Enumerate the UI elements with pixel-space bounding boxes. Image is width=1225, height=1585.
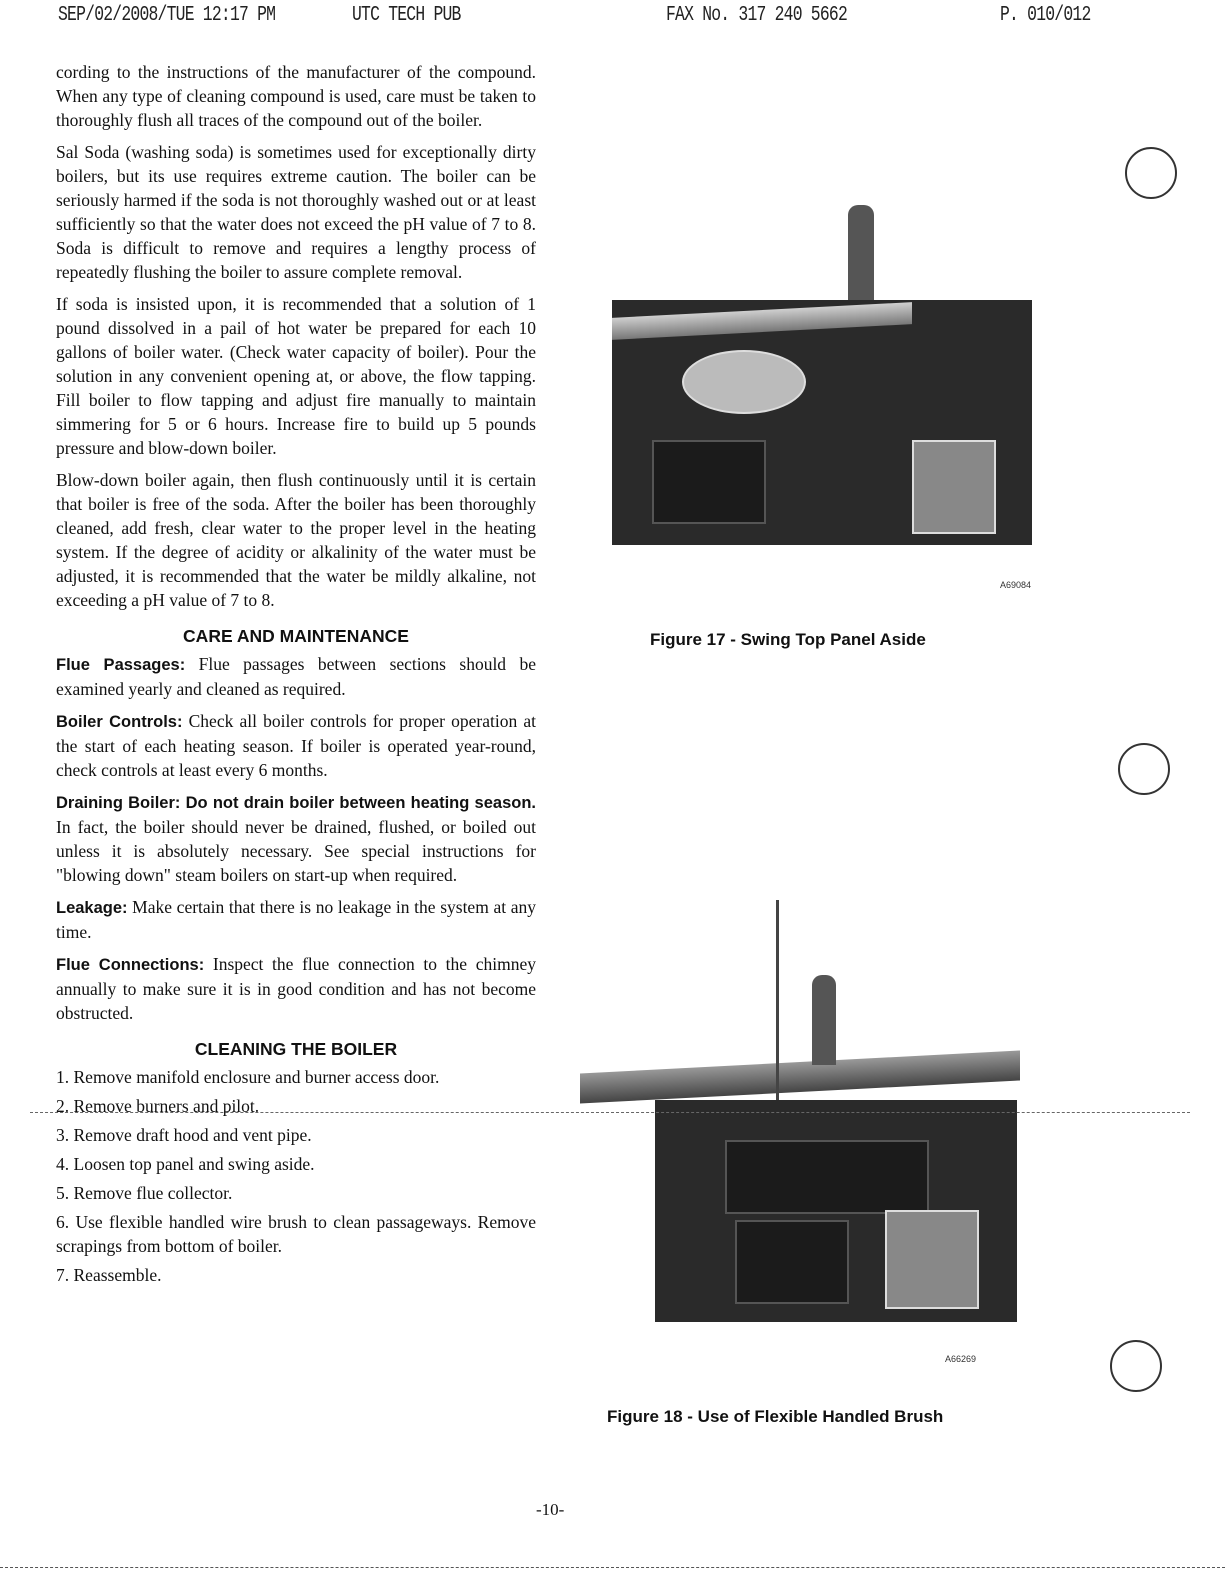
- paragraph: cording to the instructions of the manufacturer of the compound. When any type of cleaning compound is used, care must be taken to thoroughly flush all traces of the compound out of the boiler.: [56, 62, 536, 130]
- care-item-flue-passages: Flue Passages: Flue passages between sections should be examined yearly and cleaned as required.: [56, 654, 537, 699]
- fax-page: P. 010/012: [1000, 4, 1091, 27]
- punch-hole: [1118, 743, 1170, 795]
- page-edge: [0, 1567, 1225, 1568]
- fax-sender: UTC TECH PUB: [352, 4, 461, 27]
- paragraph: If soda is insisted upon, it is recommended that a solution of 1 pound dissolved in a pail of hot water be prepared for each 10 gallons of boiler water. (Check water capacity of boiler). Pour the solution in any convenient opening at, or above, the flow tapping. Fill boiler to flow tapping and adjust fire manually to maintain simmering for 5 or 6 hours. Increase fire to build up 5 pounds pressure and blow-down boiler.: [56, 294, 536, 458]
- figure-17-code: A69084: [1000, 580, 1032, 590]
- figure-18-brush-handle: [776, 900, 779, 1100]
- scan-line: [30, 1112, 1190, 1113]
- step: 7. Reassemble.: [56, 1265, 162, 1285]
- figure-18-panel: [580, 1050, 1020, 1103]
- care-item-leakage: Leakage: Make certain that there is no leakage in the system at any time.: [56, 897, 536, 942]
- care-heading: CARE AND MAINTENANCE: [183, 626, 409, 646]
- paragraph: Blow-down boiler again, then flush continuously until it is certain that boiler is free of the soda. After the boiler has been thoroughly cleaned, add fresh, clear water to the proper level in the heating system. If the degree of acidity or alkalinity of the water must be adjusted, it is recommended that the water be mildly alkaline, not exceeding a pH value of 7 to 8.: [56, 470, 536, 610]
- figure-17-valve: [848, 205, 874, 300]
- figure-18-valve: [812, 975, 836, 1065]
- paragraph: Sal Soda (washing soda) is sometimes used for exceptionally dirty boilers, but its use requires extreme caution. The boiler can be seriously harmed if the soda is not thoroughly washed out or at least sufficiently so that the water does not exceed the pH value of 7 to 8. Soda is difficult to remove and requires a lengthy process of repeatedly flushing the boiler to assure complete removal.: [56, 142, 536, 282]
- care-item-boiler-controls: Boiler Controls: Check all boiler controls for proper operation at the start of each heating season. If boiler is operated year-round, check controls at least every 6 months.: [56, 711, 536, 780]
- figure-18-code: A66269: [945, 1354, 977, 1364]
- cleaning-heading: CLEANING THE BOILER: [194, 1039, 398, 1059]
- step: 2. Remove burners and pilot.: [56, 1096, 260, 1116]
- figure-18-photo: [655, 1100, 1017, 1322]
- step: 5. Remove flue collector.: [56, 1183, 233, 1203]
- figure-18-caption: Figure 18 - Use of Flexible Handled Brush: [607, 1407, 944, 1426]
- care-item-draining: Draining Boiler: Do not drain boiler between heating season. In fact, the boiler should never be drained, flushed, or boiled out unless it is absolutely necessary. See special instructions for "blowing down" steam boilers on start-up when required.: [56, 794, 536, 885]
- step: 1. Remove manifold enclosure and burner access door.: [56, 1067, 440, 1087]
- care-item-flue-connections: Flue Connections: Inspect the flue connection to the chimney annually to make sure it is in good condition and has not become obstructed.: [56, 954, 536, 1023]
- figure-17-photo: [612, 300, 1032, 545]
- cleaning-steps: [56, 1065, 536, 1287]
- step: 3. Remove draft hood and vent pipe.: [56, 1125, 312, 1145]
- punch-hole: [1125, 147, 1177, 199]
- text-column: [56, 60, 536, 1292]
- fax-number: FAX No. 317 240 5662: [666, 4, 847, 27]
- step: 4. Loosen top panel and swing aside.: [56, 1154, 315, 1174]
- figure-17-caption: Figure 17 - Swing Top Panel Aside: [650, 630, 926, 649]
- fax-datetime: SEP/02/2008/TUE 12:17 PM: [58, 4, 276, 27]
- step: 6. Use flexible handled wire brush to clean passageways. Remove scrapings from bottom of boiler.: [56, 1212, 536, 1256]
- punch-hole: [1110, 1340, 1162, 1392]
- page-number: -10-: [536, 1500, 565, 1519]
